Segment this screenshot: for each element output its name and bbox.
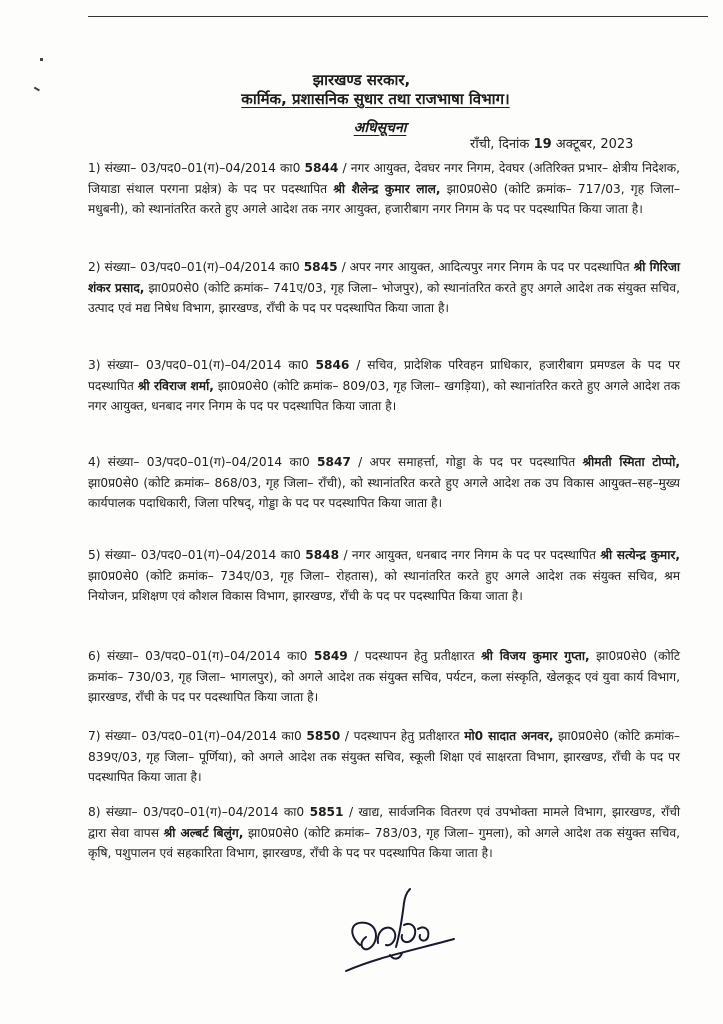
signature-stroke [418, 927, 428, 940]
signature-stroke [396, 889, 410, 947]
order-item [88, 726, 680, 788]
order-prefix: 5) संख्या– 03/पद0–01(ग)–04/2014 का0 [88, 548, 301, 562]
order-pre-name: / अपर समाहर्त्ता, गोड्डा के पद पर पदस्थापित [358, 455, 576, 469]
department-heading-text: कार्मिक, प्रशासनिक सुधार तथा राजभाषा विभाग। [241, 90, 510, 108]
order-item [88, 802, 680, 864]
top-rule [88, 16, 708, 17]
notification-date [470, 134, 633, 152]
order-item [88, 257, 680, 319]
order-prefix: 7) संख्या– 03/पद0–01(ग)–04/2014 का0 [88, 729, 302, 743]
government-heading: झारखण्ड सरकार, [312, 71, 411, 89]
order-post-name: झा0प्र0से0 (कोटि क्रमांक– 730/03, गृह जिला– भागलपुर), को अगले आदेश तक संयुक्त सचिव, पर्यटन, कला संस्कृति, खेलकूद एवं युवा कार्य विभाग, झारखण्ड, राँची के पद पर पदस्थापित किया जाता है। [88, 649, 680, 704]
order-post-name: झा0प्र0से0 (कोटि क्रमांक– 809/03, गृह जिला– खगड़िया), को स्थानांतरित करते हुए अगले आदेश तक नगर आयुक्त, धनबाद नगर निगम के पद पर पदस्थापित किया जाता है। [88, 378, 680, 413]
order-post-name: झा0प्र0से0 (कोटि क्रमांक– 741ए/03, गृह जिला– भोजपुर), को स्थानांतरित करते हुए अगले आदेश तक संयुक्त सचिव, उत्पाद एवं मद्य निषेध विभाग, झारखण्ड, राँची के पद पर पदस्थापित किया जाता है। [88, 280, 681, 315]
order-post-name: झा0प्र0से0 (कोटि क्रमांक– 839ए/03, गृह जिला– पूर्णिया), को अगले आदेश तक संयुक्त सचिव, स्कूली शिक्षा एवं साक्षरता विभाग, झारखण्ड, राँची के पद पर पदस्थापित किया जाता है। [88, 729, 680, 784]
order-item [88, 646, 680, 708]
order-pre-name: / पदस्थापन हेतु प्रतीक्षारत [344, 729, 460, 743]
date-rest: अक्टूबर, 2023 [555, 137, 634, 152]
order-item [88, 452, 680, 514]
scan-speck [40, 58, 43, 61]
date-prefix: राँची, दिनांक [470, 137, 530, 152]
order-item [88, 355, 680, 417]
order-number: 5850 [306, 729, 341, 743]
order-prefix: 8) संख्या– 03/पद0–01(ग)–04/2014 का0 [88, 805, 305, 819]
officer-name: श्री शैलेन्द्र कुमार लाल, [333, 181, 441, 196]
date-day: 19 [533, 137, 552, 152]
order-post-name: झा0प्र0से0 (कोटि क्रमांक– 868/03, गृह जिला– राँची), को स्थानांतरित करते हुए अगले आदेश तक उप विकास आयुक्त–सह–मुख्य कार्यपालक पदाधिकारी, जिला परिषद्, गोड्डा के पद पर पदस्थापित किया जाता है। [88, 475, 680, 510]
order-number: 5846 [315, 358, 350, 372]
order-number: 5849 [313, 649, 348, 663]
officer-name: श्री अल्बर्ट बिलुंग, [163, 825, 244, 840]
handwritten-signature [338, 885, 458, 980]
order-item [88, 158, 680, 220]
officer-name: मो0 सादात अनवर, [464, 729, 554, 743]
order-pre-name: / पदस्थापन हेतु प्रतीक्षारत [354, 649, 475, 663]
order-number: 5848 [305, 548, 340, 562]
officer-name: श्री विजय कुमार गुप्ता, [481, 649, 590, 663]
officer-name: श्री सत्येन्द्र कुमार, [600, 548, 680, 562]
signature-stroke [352, 923, 376, 950]
order-number: 5851 [309, 805, 344, 819]
order-prefix: 4) संख्या– 03/पद0–01(ग)–04/2014 का0 [88, 455, 310, 469]
officer-name: श्री गिरिजा शंकर प्रसाद, [88, 260, 681, 295]
notification-title: अधिसूचना [353, 120, 407, 136]
order-prefix: 2) संख्या– 03/पद0–01(ग)–04/2014 का0 [88, 260, 300, 274]
order-post-name: झा0प्र0से0 (कोटि क्रमांक– 783/03, गृह जिला– गुमला), को अगले आदेश तक संयुक्त सचिव, कृषि, पशुपालन एवं सहकारिता विभाग, झारखण्ड, राँची के पद पर पदस्थापित किया जाता है। [88, 825, 681, 860]
signature-stroke [402, 924, 416, 942]
order-post-name: झा0प्र0से0 (कोटि क्रमांक– 717/03, गृह जिला– मधुबनी), को स्थानांतरित करते हुए अगले आदेश तक नगर आयुक्त, हजारीबाग नगर निगम के पद पर पदस्थापित किया जाता है। [88, 181, 681, 216]
officer-name: श्री रविराज शर्मा, [137, 378, 214, 393]
order-number: 5844 [304, 161, 339, 175]
order-number: 5847 [316, 455, 351, 469]
order-item [88, 545, 680, 607]
order-number: 5845 [303, 260, 338, 274]
order-pre-name: / नगर आयुक्त, देवघर नगर निगम, देवघर (अतिरिक्त प्रभार– क्षेत्रीय निदेशक, जियाडा संथाल परगना प्रक्षेत्र) के पद पर पदस्थापित [88, 161, 681, 196]
order-post-name: झा0प्र0से0 (कोटि क्रमांक– 734ए/03, गृह जिला– रोहतास), को स्थानांतरित करते हुए अगले आदेश तक संयुक्त सचिव, श्रम नियोजन, प्रशिक्षण एवं कौशल विकास विभाग, झारखण्ड, राँची के पद पर पदस्थापित किया जाता है। [88, 568, 680, 603]
order-prefix: 3) संख्या– 03/पद0–01(ग)–04/2014 का0 [88, 358, 309, 372]
order-pre-name: / सचिव, प्रादेशिक परिवहन प्राधिकार, हजारीबाग प्रमण्डल के पद पर पदस्थापित [88, 358, 680, 393]
order-pre-name: / नगर आयुक्त, धनबाद नगर निगम के पद पर पदस्थापित [343, 548, 596, 562]
order-prefix: 6) संख्या– 03/पद0–01(ग)–04/2014 का0 [88, 649, 308, 663]
officer-name: श्रीमती स्मिता टोप्पो, [582, 455, 681, 469]
order-prefix: 1) संख्या– 03/पद0–01(ग)–04/2014 का0 [88, 161, 301, 175]
department-heading [14, 89, 723, 109]
order-pre-name: / खाद्य, सार्वजनिक वितरण एवं उपभोक्ता मामले विभाग, झारखण्ड, राँची द्वारा सेवा वापस [88, 805, 681, 840]
signature-stroke [378, 928, 396, 946]
order-pre-name: / अपर नगर आयुक्त, आदित्यपुर नगर निगम के पद पर पदस्थापित [341, 260, 630, 274]
